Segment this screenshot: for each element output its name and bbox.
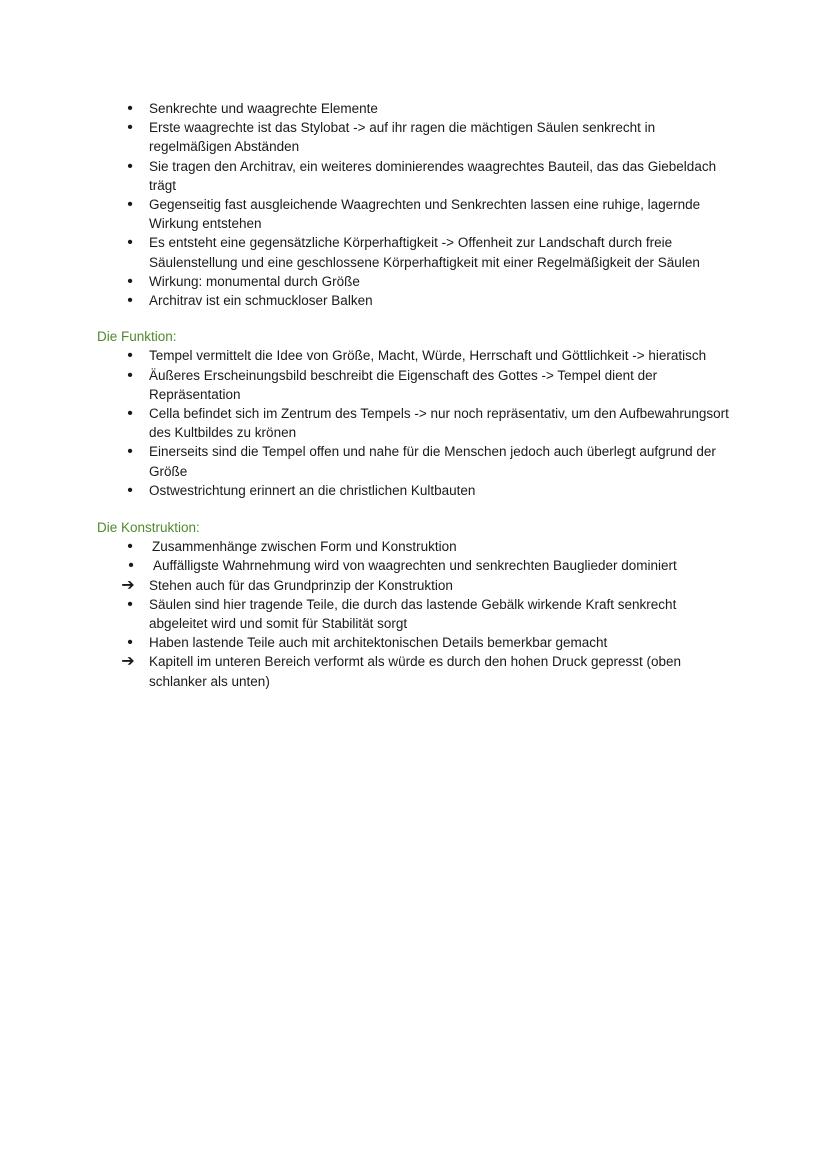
bullet-icon: • — [127, 405, 133, 423]
list-item-text: Cella befindet sich im Zentrum des Tempels -> nur noch repräsentativ, um den Aufbewahrungsort des Kultbildes zu krönen — [149, 406, 729, 441]
bullet-icon: • — [127, 366, 133, 384]
list-item-text: Zusammenhänge zwischen Form und Konstruktion — [152, 539, 457, 555]
bullet-list — [0, 99, 828, 310]
bullet-icon: • — [127, 119, 133, 137]
list-item — [127, 595, 729, 633]
bullet-icon: • — [127, 481, 133, 499]
bullet-icon: • — [127, 347, 133, 365]
bullet-list — [0, 537, 828, 691]
bullet-icon: • — [127, 272, 133, 290]
list-item-text: Äußeres Erscheinungsbild beschreibt die Eigenschaft des Gottes -> Tempel dient der Repräsentation — [149, 367, 658, 402]
bullet-icon: • — [127, 595, 133, 613]
list-item — [127, 291, 729, 310]
list-item — [127, 633, 729, 652]
list-item — [127, 346, 729, 365]
list-item-text: Auffälligste Wahrnehmung wird von waagrechten und senkrechten Bauglieder dominiert — [153, 558, 677, 574]
bullet-icon: • — [128, 557, 134, 575]
list-item — [127, 233, 729, 271]
section-heading: Die Konstruktion: — [97, 520, 200, 536]
bullet-icon: • — [127, 100, 133, 117]
section-form — [0, 99, 828, 310]
list-item — [127, 195, 729, 233]
list-item-text: Ostwestrichtung erinnert an die christlichen Kultbauten — [149, 482, 476, 498]
list-item-text: Haben lastende Teile auch mit architektonischen Details bemerkbar gemacht — [149, 635, 608, 651]
list-item-text: Kapitell im unteren Bereich verformt als würde es durch den hohen Druck gepresst (oben schlanker als unten) — [149, 654, 682, 689]
list-item-text: Architrav ist ein schmuckloser Balken — [149, 293, 373, 309]
list-item — [127, 272, 729, 291]
arrow-right-icon: ➔ — [121, 653, 135, 671]
list-item-text: Stehen auch für das Grundprinzip der Konstruktion — [149, 577, 453, 593]
section-konstruktion — [0, 518, 828, 691]
bullet-icon: • — [127, 157, 133, 175]
bullet-list — [0, 346, 828, 500]
list-item — [121, 576, 729, 595]
bullet-icon: • — [127, 196, 133, 214]
list-item-text: Es entsteht eine gegensätzliche Körperhaftigkeit -> Offenheit zur Landschaft durch freie Säulenstellung und eine geschlossene Körperhaftigkeit mit einer Regelmäßigkeit der Säulen — [149, 235, 700, 270]
list-item-text: Wirkung: monumental durch Größe — [149, 273, 360, 289]
list-item — [127, 366, 729, 404]
bullet-icon: • — [127, 234, 133, 252]
list-item — [127, 157, 729, 195]
list-item — [128, 556, 733, 575]
list-item-text: Erste waagrechte ist das Stylobat -> auf ihr ragen die mächtigen Säulen senkrecht in regelmäßigen Abständen — [149, 120, 656, 155]
bullet-icon: • — [127, 443, 133, 461]
list-item-text: Gegenseitig fast ausgleichende Waagrechten und Senkrechten lassen eine ruhige, lagernde Wirkung entstehen — [149, 197, 701, 232]
list-item-text: Senkrechte und waagrechte Elemente — [149, 101, 378, 116]
section-funktion — [0, 327, 828, 500]
list-item — [127, 537, 732, 556]
list-item — [127, 404, 729, 442]
bullet-icon: • — [127, 292, 133, 310]
bullet-icon: • — [127, 538, 133, 556]
list-item — [127, 99, 729, 118]
arrow-right-icon: ➔ — [121, 576, 135, 594]
list-item — [127, 442, 729, 480]
list-item — [127, 118, 729, 156]
list-item — [127, 481, 729, 500]
list-item-text: Säulen sind hier tragende Teile, die durch das lastende Gebälk wirkende Kraft senkrecht abgeleitet wird und somit für Stabilität sorgt — [149, 596, 677, 632]
section-heading: Die Funktion: — [97, 329, 177, 345]
bullet-icon: • — [127, 634, 133, 652]
list-item — [121, 652, 729, 690]
list-item-text: Tempel vermittelt die Idee von Größe, Macht, Würde, Herrschaft und Göttlichkeit -> hieratisch — [149, 348, 707, 364]
list-item-text: Einerseits sind die Tempel offen und nahe für die Menschen jedoch auch überlegt aufgrund der Größe — [149, 444, 716, 479]
list-item-text: Sie tragen den Architrav, ein weiteres dominierendes waagrechtes Bauteil, das das Giebeldach trägt — [149, 158, 717, 193]
